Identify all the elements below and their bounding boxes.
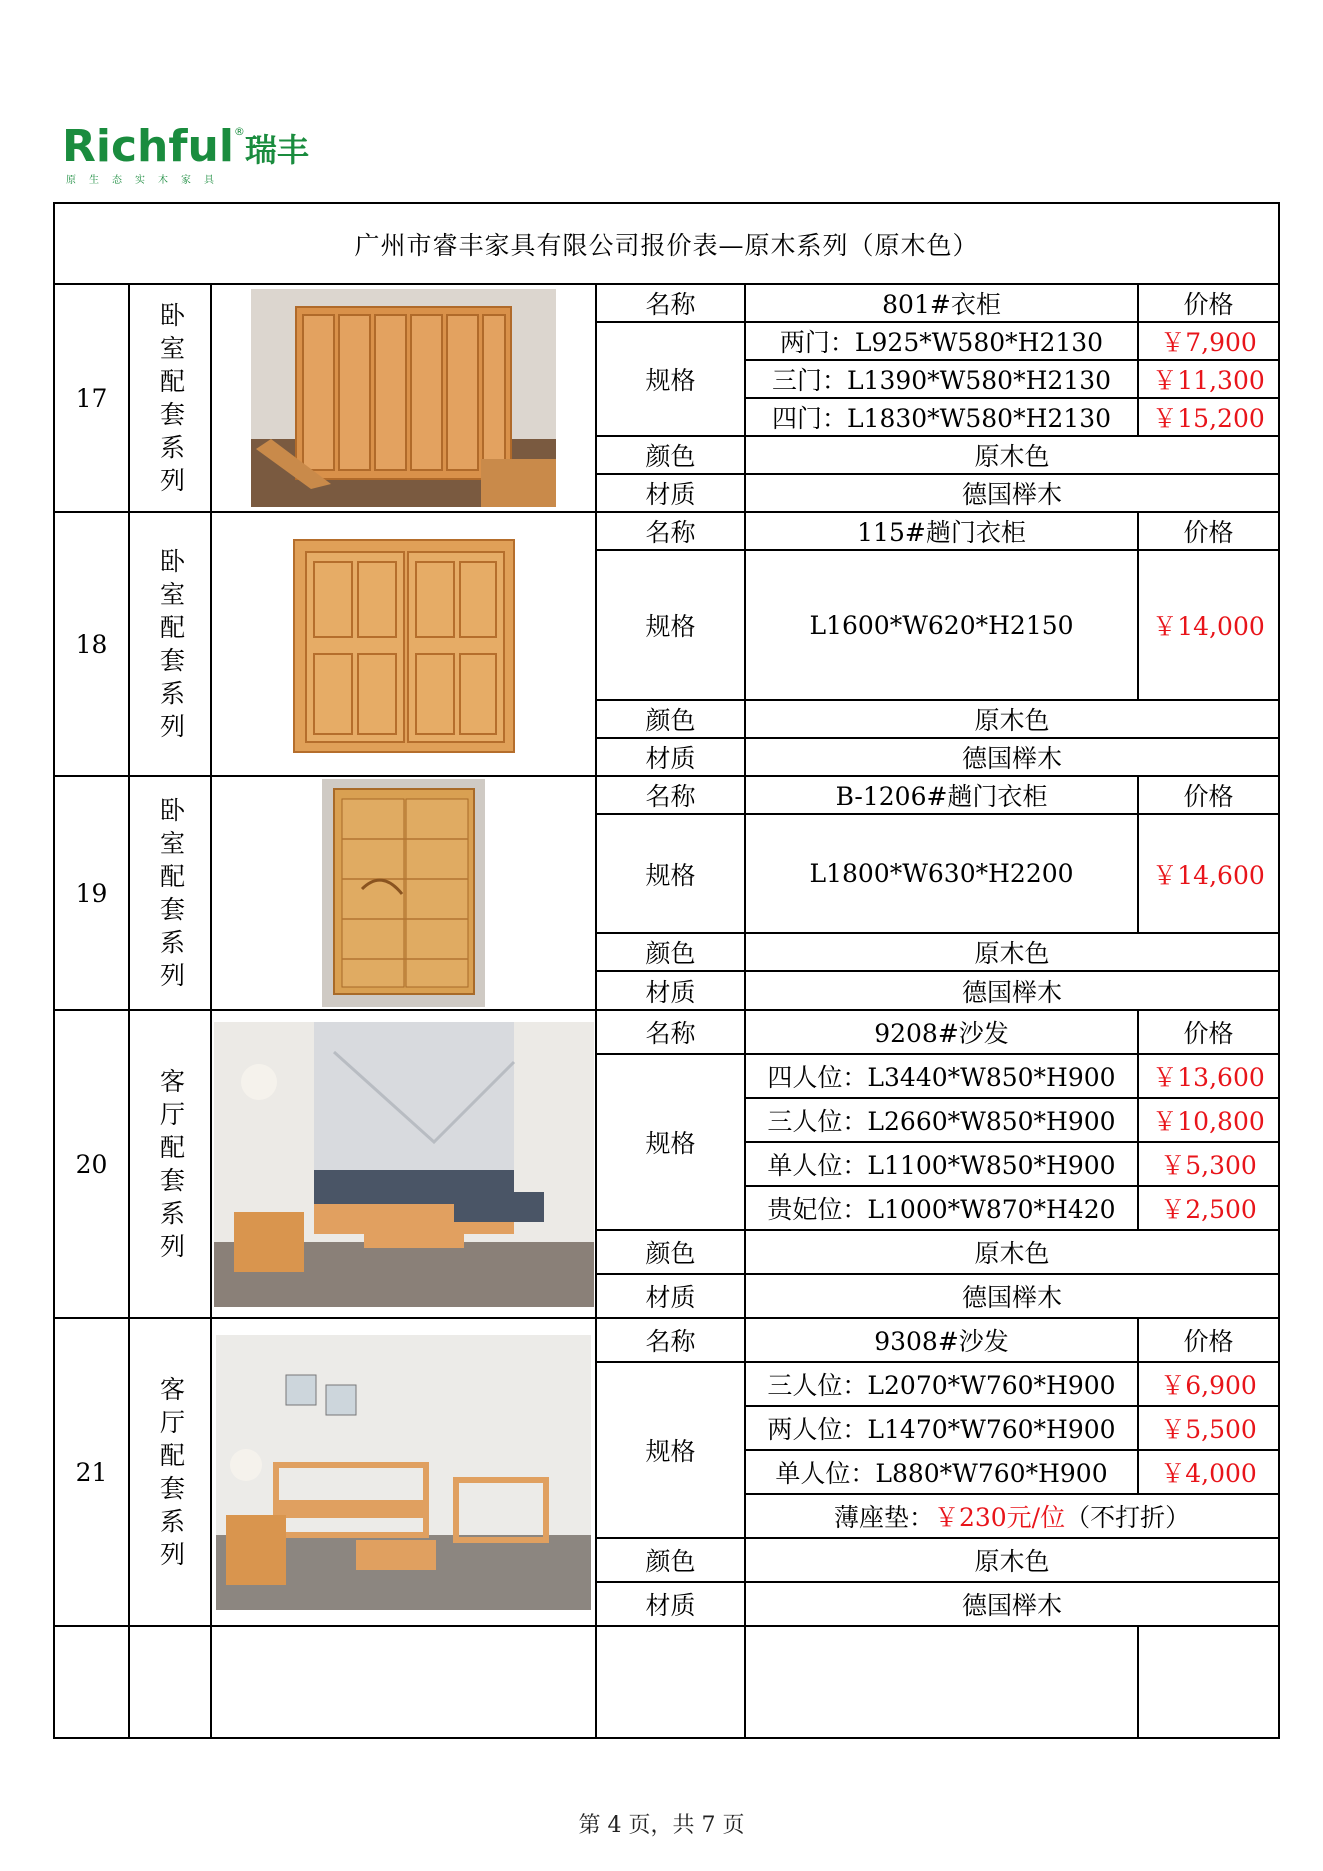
empty-cell	[1138, 1626, 1279, 1738]
page-title: 广州市睿丰家具有限公司报价表—原木系列（原木色）	[54, 203, 1279, 284]
color-label: 颜色	[596, 700, 745, 738]
color-value: 原木色	[745, 1538, 1279, 1582]
spec-value: 四门：L1830*W580*H2130	[745, 398, 1138, 436]
spec-label: 规格	[596, 1362, 745, 1538]
color-label: 颜色	[596, 933, 745, 971]
item-index: 18	[54, 512, 129, 776]
material-label: 材质	[596, 474, 745, 512]
item-category: 客厅配套系列	[129, 1318, 211, 1626]
color-label: 颜色	[596, 1538, 745, 1582]
product-name: 115#趟门衣柜	[745, 512, 1138, 550]
product-name: 9308#沙发	[745, 1318, 1138, 1362]
color-value: 原木色	[745, 700, 1279, 738]
product-photo	[211, 284, 596, 512]
material-value: 德国榉木	[745, 971, 1279, 1010]
name-label: 名称	[596, 512, 745, 550]
material-value: 德国榉木	[745, 1582, 1279, 1626]
sliding-wardrobe-image	[322, 779, 485, 1007]
price-value: ￥13,600	[1138, 1054, 1279, 1098]
name-label: 名称	[596, 1010, 745, 1054]
spec-value: 三门：L1390*W580*H2130	[745, 360, 1138, 398]
material-label: 材质	[596, 738, 745, 776]
price-value: ￥5,500	[1138, 1406, 1279, 1450]
price-value: ￥5,300	[1138, 1142, 1279, 1186]
sofa-set-image	[216, 1335, 591, 1610]
spec-label: 规格	[596, 814, 745, 933]
item-index: 17	[54, 284, 129, 512]
product-name: 801#衣柜	[745, 284, 1138, 322]
color-label: 颜色	[596, 1230, 745, 1274]
price-value: ￥6,900	[1138, 1362, 1279, 1406]
material-value: 德国榉木	[745, 738, 1279, 776]
cushion-discount-note: （不打折）	[1065, 1503, 1191, 1532]
spec-value: 贵妃位：L1000*W870*H420	[745, 1186, 1138, 1230]
sliding-wardrobe-image	[284, 532, 524, 757]
item-category: 卧室配套系列	[129, 284, 211, 512]
sofa-set-image	[214, 1022, 594, 1307]
price-value: ￥11,300	[1138, 360, 1279, 398]
spec-value: 两人位：L1470*W760*H900	[745, 1406, 1138, 1450]
price-value: ￥4,000	[1138, 1450, 1279, 1494]
registered-mark: ®	[233, 125, 245, 138]
spec-value: 四人位：L3440*W850*H900	[745, 1054, 1138, 1098]
spec-value: 两门：L925*W580*H2130	[745, 322, 1138, 360]
price-label: 价格	[1138, 1010, 1279, 1054]
logo-wordmark: Richful	[62, 121, 234, 172]
spec-value: L1600*W620*H2150	[745, 550, 1138, 700]
empty-cell	[211, 1626, 596, 1738]
product-photo	[211, 1318, 596, 1626]
cushion-price: ￥230元/位	[933, 1503, 1066, 1532]
price-value: ￥14,600	[1138, 814, 1279, 933]
brand-logo	[62, 121, 312, 186]
quote-table	[53, 202, 1280, 1739]
item-index: 21	[54, 1318, 129, 1626]
spec-value: 单人位：L880*W760*H900	[745, 1450, 1138, 1494]
cushion-label: 薄座垫：	[833, 1503, 934, 1532]
item-index: 19	[54, 776, 129, 1010]
name-label: 名称	[596, 284, 745, 322]
price-value: ￥14,000	[1138, 550, 1279, 700]
product-name: 9208#沙发	[745, 1010, 1138, 1054]
spec-label: 规格	[596, 550, 745, 700]
item-index: 20	[54, 1010, 129, 1318]
item-category: 客厅配套系列	[129, 1010, 211, 1318]
product-name: B-1206#趟门衣柜	[745, 776, 1138, 814]
spec-label: 规格	[596, 322, 745, 436]
price-value: ￥10,800	[1138, 1098, 1279, 1142]
price-label: 价格	[1138, 284, 1279, 322]
price-value: ￥2,500	[1138, 1186, 1279, 1230]
product-photo	[211, 1010, 596, 1318]
color-label: 颜色	[596, 436, 745, 474]
color-value: 原木色	[745, 933, 1279, 971]
empty-cell	[129, 1626, 211, 1738]
price-value: ￥7,900	[1138, 322, 1279, 360]
product-photo	[211, 776, 596, 1010]
cushion-note	[745, 1494, 1279, 1538]
spec-value: L1800*W630*H2200	[745, 814, 1138, 933]
spec-value: 单人位：L1100*W850*H900	[745, 1142, 1138, 1186]
price-label: 价格	[1138, 1318, 1279, 1362]
name-label: 名称	[596, 776, 745, 814]
material-label: 材质	[596, 971, 745, 1010]
material-label: 材质	[596, 1582, 745, 1626]
spec-label: 规格	[596, 1054, 745, 1230]
empty-cell	[54, 1626, 129, 1738]
color-value: 原木色	[745, 436, 1279, 474]
spec-value: 三人位：L2070*W760*H900	[745, 1362, 1138, 1406]
logo-tagline: 原生态实木家具	[66, 175, 227, 186]
name-label: 名称	[596, 1318, 745, 1362]
price-value: ￥15,200	[1138, 398, 1279, 436]
material-value: 德国榉木	[745, 1274, 1279, 1318]
logo-chinese: 瑞丰	[244, 131, 309, 169]
product-photo	[211, 512, 596, 776]
price-label: 价格	[1138, 776, 1279, 814]
item-category: 卧室配套系列	[129, 512, 211, 776]
color-value: 原木色	[745, 1230, 1279, 1274]
page-footer: 第 4 页，共 7 页	[578, 1813, 745, 1838]
item-category: 卧室配套系列	[129, 776, 211, 1010]
material-label: 材质	[596, 1274, 745, 1318]
empty-cell	[745, 1626, 1138, 1738]
material-value: 德国榉木	[745, 474, 1279, 512]
empty-cell	[596, 1626, 745, 1738]
wardrobe-image	[251, 289, 556, 507]
price-label: 价格	[1138, 512, 1279, 550]
spec-value: 三人位：L2660*W850*H900	[745, 1098, 1138, 1142]
